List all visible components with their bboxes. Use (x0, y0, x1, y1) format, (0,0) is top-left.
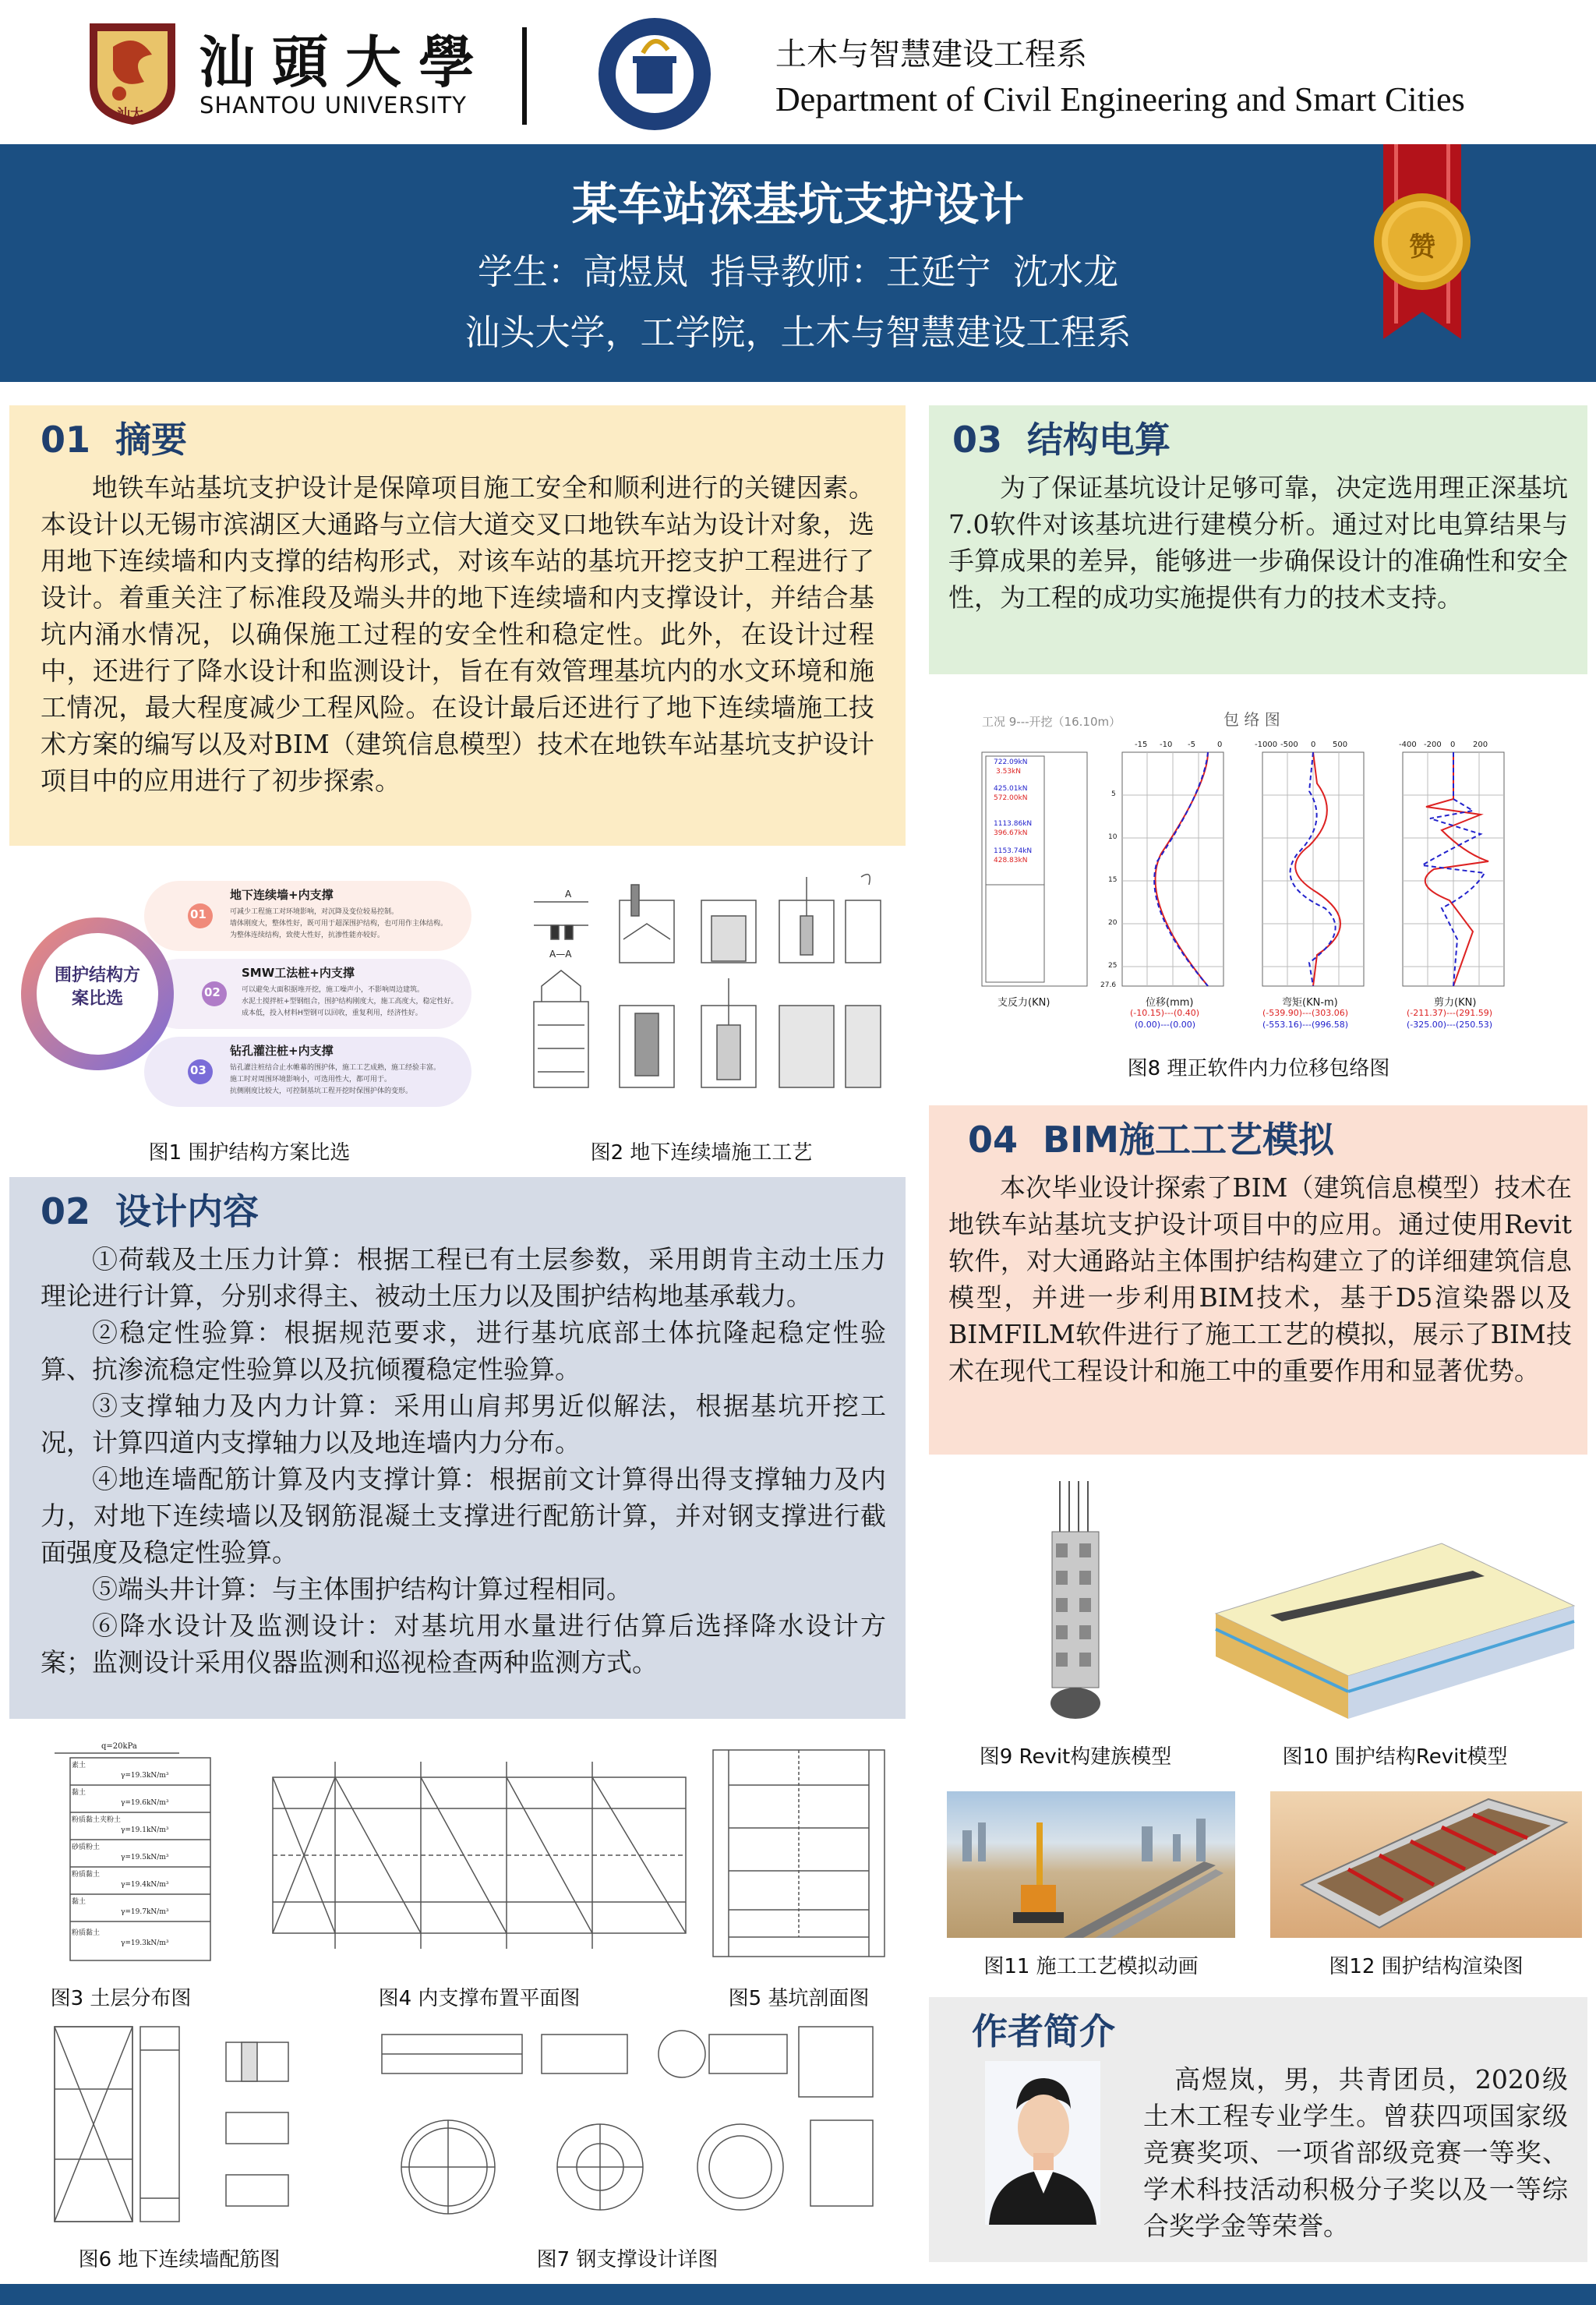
fig1-option-num: 02 (204, 985, 221, 999)
fig7-caption: 图7 钢支撑设计详图 (536, 2248, 719, 2271)
fig3-layer-gamma: γ=19.1kN/m³ (121, 1826, 169, 1834)
bim-body: 本次毕业设计探索了BIM（建筑信息模型）技术在地铁车站基坑支护设计项目中的应用。通过使用Revit软件，对大通路站主体围护结构建立了的详细建筑信息模型，并进一步利用BIM技术，基于D5渲染器以及BIMFILM软件进行了施工工艺的模拟，展示了BIM技术在现代工程设计和施工中的重要作用和显著优势。 (948, 1172, 1572, 1386)
fig1-option-note: 可减少工程施工对环境影响，对沉降及变位较易控制。 (230, 908, 399, 916)
bim-section (929, 1105, 1587, 1455)
fig8-caption: 图8 理正软件内力位移包络图 (1127, 1057, 1390, 1080)
fig1-option-note: 为整体连续结构，致使大性好，抗渗性能亦较好。 (230, 932, 385, 939)
college-logo (596, 16, 713, 133)
calc-section (929, 405, 1587, 674)
design-item: ⑤端头井计算：与主体围护结构计算过程相同。 (92, 1574, 632, 1604)
fig3-layer-name: 黏土 (72, 1898, 87, 1906)
fig3-layer-gamma: γ=19.6kN/m³ (121, 1799, 169, 1807)
fig8-depth-tick: 10 (1108, 833, 1118, 841)
fig10-caption: 图10 围护结构Revit模型 (1282, 1745, 1508, 1769)
fig8-tick: -400 (1399, 741, 1417, 749)
fig1-option-note: 水泥土搅拌桩+型钢组合，围护结构刚度大，施工高度大，稳定性好。 (242, 998, 458, 1006)
fig3-layer-gamma: γ=19.5kN/m³ (121, 1854, 169, 1861)
fig1-center-label: 围护结构方案比选 (55, 966, 141, 1009)
fig8-depth-tick: 20 (1108, 919, 1118, 927)
design-title: 02 设计内容 (41, 1190, 260, 1232)
poster-title: 某车站深基坑支护设计 (571, 178, 1024, 231)
author-photo (985, 2061, 1100, 2225)
fig1-option-note: 钻孔灌注桩结合止水帷幕的围护体，施工工艺成熟，施工经验丰富。 (230, 1064, 441, 1072)
design-section (9, 1177, 906, 1719)
fig2-diaphragm-wall-process (518, 869, 885, 1103)
medal-text: 赞 (1409, 232, 1435, 263)
fig8-panel-label: 弯矩(KN-m) (1282, 997, 1338, 1009)
student-advisor: 学生：高煜岚 指导教师：王延宁 沈水龙 (477, 251, 1119, 292)
fig3-layer-name: 黏土 (72, 1789, 87, 1797)
fig1-option-note: 抗侧刚度比较大，可控制基坑工程开挖时保围护体的变形。 (230, 1087, 413, 1095)
fig8-support-force: 396.67kN (994, 829, 1028, 837)
fig3-soil-layers (23, 1742, 218, 1964)
fig8-tick: 200 (1473, 741, 1488, 749)
design-item: ③支撑轴力及内力计算：采用山肩邦男近似解法，根据基坑开挖工况，计算四道内支撑轴力以及地连墙内力分布。 (41, 1391, 886, 1458)
fig3-layer-name: 粉质黏土夹粉土 (72, 1816, 122, 1824)
fig8-support-force: 3.53kN (996, 768, 1021, 776)
fig8-support-force: 572.00kN (994, 794, 1028, 802)
fig8-range: (-325.00)---(250.53) (1407, 1020, 1493, 1030)
fig11-caption: 图11 施工工艺模拟动画 (983, 1955, 1199, 1978)
university-name-cn: 汕頭大學 (199, 29, 493, 95)
fig8-support-force: 425.01kN (994, 785, 1028, 793)
fig8-tick: -1000 (1255, 741, 1278, 749)
fig1-option-title: 钻孔灌注桩+内支撑 (230, 1044, 334, 1058)
design-item: ⑥降水设计及监测设计：对基坑用水量进行估算后选择降水设计方案；监测设计采用仪器监测和巡视检查两种监测方式。 (41, 1610, 886, 1677)
fig4-caption: 图4 内支撑布置平面图 (378, 1987, 581, 2010)
department-en: Department of Civil Engineering and Smart Cities (775, 80, 1465, 118)
fig1-option-num: 03 (190, 1063, 207, 1077)
fig3-layer-name: 粉质黏土 (72, 1871, 101, 1879)
fig8-tick: 0 (1217, 741, 1223, 749)
author-body: 高煜岚，男，共青团员，2020级土木工程专业学生。曾获四项国家级竞赛奖项、一项省部级竞赛一等奖、学术科技活动积极分子奖以及一等综合奖学金等荣誉。 (1143, 2064, 1568, 2241)
abstract-title: 01 摘要 (41, 419, 188, 461)
fig8-depth-tick: 27.6 (1100, 981, 1117, 989)
fig2-caption: 图2 地下连续墙施工工艺 (590, 1141, 813, 1165)
fig6-wall-reinforcement (39, 2019, 320, 2229)
author-title: 作者简介 (972, 2010, 1115, 2052)
fig3-layer-gamma: γ=19.7kN/m³ (121, 1908, 169, 1916)
university-name-en: SHANTOU UNIVERSITY (200, 92, 467, 118)
design-item: ①荷载及土压力计算：根据工程已有土层参数，采用朗肯主动土压力理论进行计算，分别求得主、被动土压力以及围护结构地基承载力。 (41, 1244, 886, 1311)
abstract-section (9, 405, 906, 846)
fig8-tick: -10 (1160, 741, 1173, 749)
fig8-range: (-539.90)---(303.06) (1262, 1008, 1349, 1018)
fig8-depth-tick: 5 (1111, 790, 1116, 798)
fig8-range: (-553.16)---(996.58) (1262, 1020, 1349, 1030)
fig8-envelope-chart (974, 698, 1543, 1033)
fig9-caption: 图9 Revit构建族模型 (979, 1745, 1172, 1769)
header (0, 0, 1596, 144)
design-item: ②稳定性验算：根据规范要求，进行基坑底部土体抗隆起稳定性验算、抗渗流稳定性验算以及抗倾覆稳定性验算。 (41, 1317, 886, 1384)
fig8-depth-tick: 25 (1108, 962, 1118, 970)
design-items (41, 1241, 886, 1681)
calc-title: 03 结构电算 (952, 419, 1171, 461)
fig8-tick: -5 (1188, 741, 1195, 749)
university-logo (82, 16, 183, 126)
fig8-panel-label: 剪力(KN) (1434, 997, 1477, 1009)
fig3-layer-name: 砂质粉土 (72, 1844, 101, 1851)
logo-chars: 汕大 (117, 107, 143, 122)
bim-title: 04 BIM施工工艺模拟 (968, 1119, 1334, 1161)
fig12-caption: 图12 围护结构渲染图 (1329, 1955, 1524, 1978)
fig7-steel-support (374, 2019, 881, 2229)
fig8-range: (-211.37)---(291.59) (1407, 1008, 1493, 1018)
fig1-option-note: 成本低，投入材料H型钢可以回收，重复利用，经济性好。 (242, 1009, 422, 1017)
fig1-option-note: 可以避免大面积据堆开挖，施工噪声小，不影响周边建筑。 (242, 986, 425, 994)
fig1-scheme-comparison (19, 877, 479, 1111)
abstract-body: 地铁车站基坑支护设计是保障项目施工安全和顺利进行的关键因素。本设计以无锡市滨湖区大通路与立信大道交叉口地铁车站为设计对象，选用地下连续墙和内支撑的结构形式，对该车站的基坑开挖支护工程进行了设计。着重关注了标准段及端头井的地下连续墙和内支撑设计，并结合基坑内涌水情况，以确保施工过程的安全性和稳定性。此外，在设计过程中，还进行了降水设计和监测设计，旨在有效管理基坑内的水文环境和施工情况，最大程度减少工程风险。在设计最后还进行了地下连续墙施工技术方案的编写以及对BIM（建筑信息模型）技术在地铁车站基坑支护设计项目中的应用进行了初步探索。 (41, 472, 874, 796)
fig3-layer-name: 素土 (72, 1762, 87, 1769)
fig8-support-force: 1113.86kN (994, 820, 1033, 828)
fig8-panel-label: 位移(mm) (1146, 997, 1194, 1009)
fig8-title: 包 络 图 (1223, 710, 1280, 729)
fig2-label-a: A (565, 889, 572, 900)
design-item: ④地连墙配筋计算及内支撑计算：根据前文计算得出得支撑轴力及内力，对地下连续墙以及钢筋混凝土支撑进行配筋计算，并对钢支撑进行截面强度及稳定性验算。 (41, 1464, 886, 1568)
fig3-layer-gamma: γ=19.3kN/m³ (121, 1939, 169, 1947)
fig8-tick: -200 (1424, 741, 1442, 749)
fig8-panel-label: 支反力(KN) (998, 997, 1050, 1009)
fig8-tick: -500 (1280, 741, 1298, 749)
author-section (929, 1997, 1587, 2262)
fig8-tick: -15 (1135, 741, 1148, 749)
fig11-animation (947, 1791, 1235, 1938)
fig2-label-aa: A—A (549, 949, 572, 960)
fig3-caption: 图3 土层分布图 (50, 1987, 192, 2010)
fig8-tick: 0 (1311, 741, 1316, 749)
department-cn: 土木与智慧建设工程系 (775, 37, 1087, 72)
fig8-depth-tick: 15 (1108, 876, 1118, 884)
fig9-revit-family (1013, 1477, 1138, 1731)
fig8-support-force: 722.09kN (994, 758, 1028, 766)
fig1-option-note: 施工时对周围环境影响小，可选用性大，都可用于。 (230, 1076, 392, 1084)
fig8-range: (-10.15)---(0.40) (1130, 1008, 1200, 1018)
fig8-tick: 0 (1450, 741, 1456, 749)
fig3-load: q=20kPa (101, 1742, 137, 1751)
fig12-rendering (1270, 1791, 1582, 1938)
fig1-option-title: SMW工法桩+内支撑 (242, 966, 355, 980)
fig4-support-plan (265, 1746, 694, 1957)
fig8-support-force: 1153.74kN (994, 847, 1033, 855)
fig5-pit-section (705, 1742, 892, 1964)
fig1-caption: 图1 围护结构方案比选 (148, 1141, 351, 1165)
fig10-revit-model (1208, 1528, 1582, 1723)
footer-bar (0, 2284, 1596, 2305)
header-divider (522, 27, 527, 125)
fig5-caption: 图5 基坑剖面图 (728, 1987, 870, 2010)
fig3-layer-gamma: γ=19.3kN/m³ (121, 1772, 169, 1780)
fig8-tick: 500 (1333, 741, 1348, 749)
calc-body: 为了保证基坑设计足够可靠，决定选用理正深基坑7.0软件对该基坑进行建模分析。通过对比电算结果与手算成果的差异，能够进一步确保设计的准确性和安全性，为工程的成功实施提供有力的技术支持。 (948, 472, 1568, 613)
fig1-option-title: 地下连续墙+内支撑 (230, 888, 334, 902)
medal-badge (1368, 144, 1477, 378)
fig3-layer-gamma: γ=19.4kN/m³ (121, 1881, 169, 1889)
fig8-work-label: 工况 9---开挖（16.10m） (982, 715, 1121, 729)
fig1-option-note: 墙体刚度大，整体性好，既可用于超深围护结构，也可用作主体结构。 (230, 920, 448, 928)
fig8-support-force: 428.83kN (994, 857, 1028, 864)
fig3-layer-name: 粉质黏土 (72, 1929, 101, 1937)
fig1-option-num: 01 (190, 907, 207, 921)
title-banner (0, 144, 1596, 382)
affiliation: 汕头大学，工学院，土木与智慧建设工程系 (464, 312, 1132, 353)
fig6-caption: 图6 地下连续墙配筋图 (78, 2248, 281, 2271)
fig8-range: (0.00)---(0.00) (1135, 1020, 1196, 1030)
